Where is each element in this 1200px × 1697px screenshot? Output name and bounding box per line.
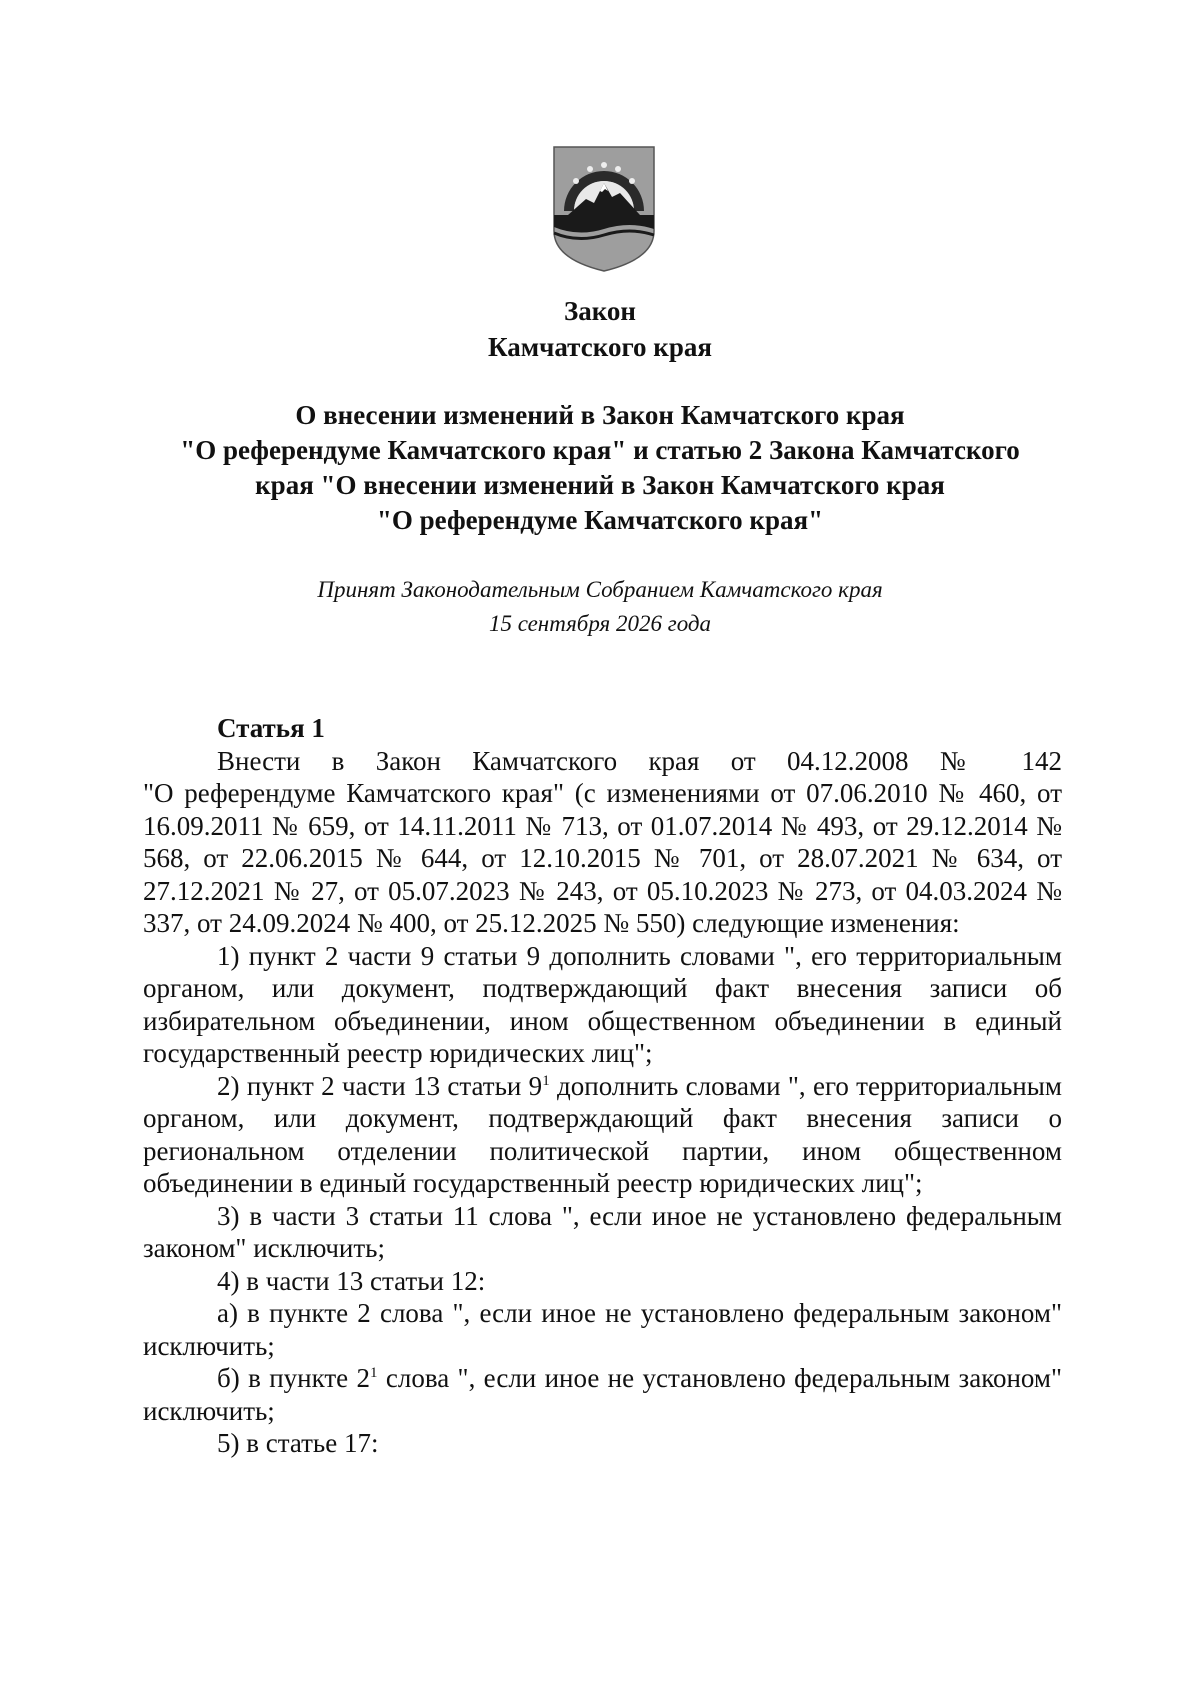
article-intro-rest: "О референдуме Камчатского края" (с изменениями от 07.06.2010 № 460, от 16.09.2011 № 659, от 14.11.2011 № 713, от 01.07.2014 № 493, от 29.12.2014 № 568, от 22.06.2015 № 644, от 12.10.2015 № 701, от 28.07.2021 № 634, от 27.12.2021 № 27, от 05.07.2023 № 243, от 05.10.2023 № 273, от 04.03.2024 № 337, от 24.09.2024 № 400, от 25.12.2025 № 550) следующие изменения: bbox=[143, 778, 1062, 938]
article-intro-first-line bbox=[143, 745, 1062, 778]
adoption-body: Принят Законодательным Собранием Камчатского края bbox=[317, 577, 883, 602]
adoption-date: 15 сентября 2026 года bbox=[488, 611, 712, 636]
law-type-title: Закон bbox=[563, 296, 636, 326]
intro-word: № bbox=[939, 745, 991, 776]
intro-word: в bbox=[331, 745, 345, 776]
amendment-item-5: 5) в статье 17: bbox=[217, 1428, 379, 1458]
item-4b-text-end: слова ", если иное не установлено федеральным законом" исключить; bbox=[143, 1363, 1062, 1426]
amendment-item-4a: а) в пункте 2 слова ", если иное не установлено федеральным законом" исключить; bbox=[143, 1298, 1062, 1361]
article-body bbox=[143, 712, 1062, 1460]
amendment-item-4b bbox=[143, 1362, 1062, 1427]
article-heading: Статья 1 bbox=[217, 713, 325, 743]
amendment-item-2 bbox=[143, 1070, 1062, 1200]
intro-word: Внести bbox=[217, 745, 301, 776]
subject-line: О внесении изменений в Закон Камчатского края bbox=[295, 400, 905, 430]
subject-line: "О референдуме Камчатского края" bbox=[376, 505, 824, 535]
intro-word: края bbox=[648, 745, 700, 776]
intro-word: 142 bbox=[1021, 745, 1062, 776]
item-2-text-start: 2) пункт 2 части 13 статьи 9 bbox=[217, 1070, 543, 1101]
subject-line: края "О внесении изменений в Закон Камчатского края bbox=[255, 470, 945, 500]
law-header bbox=[0, 293, 1200, 365]
kamchatka-coat-of-arms-icon bbox=[550, 143, 658, 273]
adoption-note bbox=[0, 573, 1200, 641]
intro-word: от bbox=[730, 745, 756, 776]
amendment-item-3: 3) в части 3 статьи 11 слова ", если иное не установлено федеральным законом" исключить; bbox=[143, 1200, 1062, 1263]
superscript-index: 1 bbox=[542, 1072, 550, 1089]
intro-word: Камчатского bbox=[472, 745, 618, 776]
subject-line: "О референдуме Камчатского края" и статью 2 Закона Камчатского bbox=[180, 435, 1020, 465]
superscript-index: 1 bbox=[370, 1365, 378, 1381]
law-subject-title bbox=[0, 398, 1200, 538]
region-title: Камчатского края bbox=[488, 332, 712, 362]
item-2-text-end: дополнить словами ", его территориальным органом, или документ, подтверждающий факт внесения записи о региональном отделении политической партии, ином общественном объединении в единый государственный реестр юридических лиц"; bbox=[143, 1070, 1062, 1198]
amendment-item-1: 1) пункт 2 части 9 статьи 9 дополнить словами ", его территориальным органом, или документ, подтверждающий факт внесения записи об избирательном объединении, ином общественном объединении в единый государственный реестр юридических лиц"; bbox=[143, 940, 1062, 1068]
intro-word: 04.12.2008 bbox=[787, 745, 909, 776]
amendment-item-4: 4) в части 13 статьи 12: bbox=[217, 1265, 486, 1296]
item-4b-text-start: б) в пункте 2 bbox=[217, 1363, 370, 1393]
intro-word: Закон bbox=[375, 745, 441, 776]
